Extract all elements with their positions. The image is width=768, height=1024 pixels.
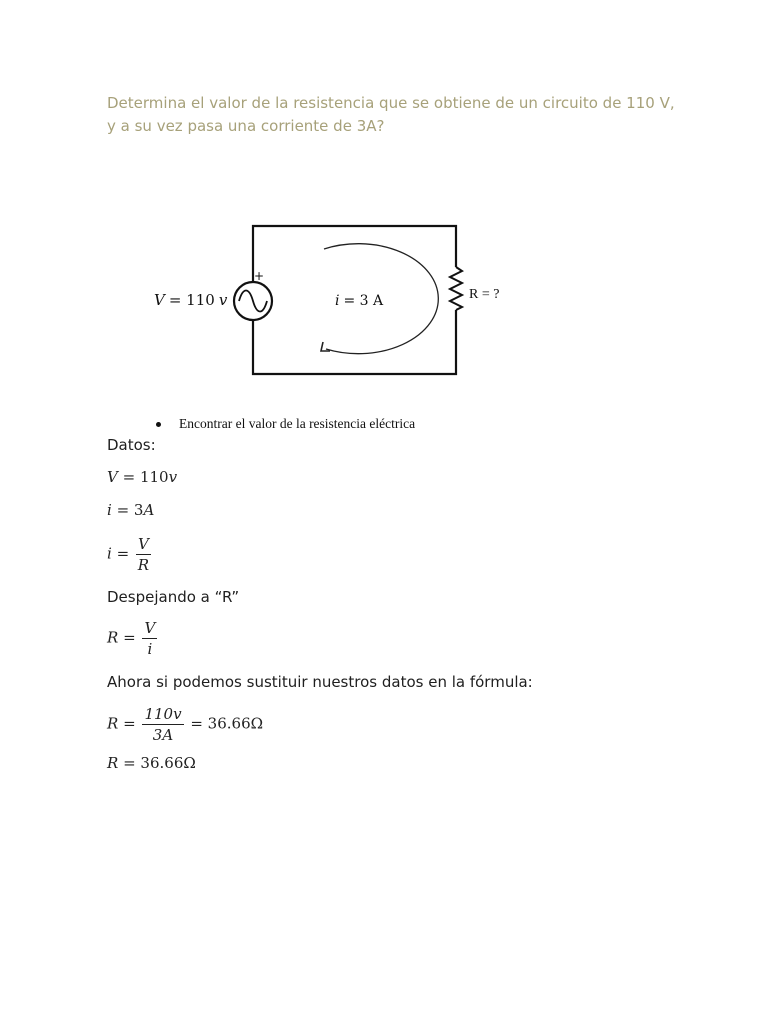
fraction: $\frac{V}{R}$ [137, 535, 150, 574]
fraction: $\frac{V}{i}$ [144, 619, 156, 658]
circuit-wire [253, 226, 456, 281]
equation-substitution: R = $\frac{110v}{3A}$ = 36.66Ω [107, 705, 264, 744]
plus-sign: + [254, 269, 265, 283]
equation-result: R = 36.66Ω [107, 754, 196, 772]
equation-ohm-current: i = $\frac{V}{R}$ [107, 535, 150, 574]
equation-resistance-formula: R = $\frac{V}{i}$ [107, 619, 156, 658]
bullet-item [156, 416, 415, 432]
circuit-diagram [140, 215, 520, 385]
sustituir-text: Ahora si podemos sustituir nuestros datos en la fórmula: [107, 673, 533, 691]
current-label: i = 3 A [335, 293, 384, 309]
circuit-wire [253, 310, 456, 374]
source-label: V = 110 v [154, 291, 228, 309]
equation-current: i = 3A [107, 501, 155, 519]
bullet-text: Encontrar el valor de la resistencia eléctrica [179, 416, 416, 431]
datos-label: Datos: [107, 436, 156, 454]
despejando-text: Despejando a “R” [107, 588, 240, 606]
resistor-icon [450, 267, 462, 310]
question-text: Determina el valor de la resistencia que se obtiene de un circuito de 110 V, y a su vez pasa una corriente de 3A? [107, 94, 675, 135]
resistor-label: R = ? [469, 287, 500, 302]
fraction: $\frac{110v}{3A}$ [144, 705, 182, 744]
equation-voltage: V = 110v [107, 468, 178, 486]
bullet-dot-icon [156, 422, 161, 427]
